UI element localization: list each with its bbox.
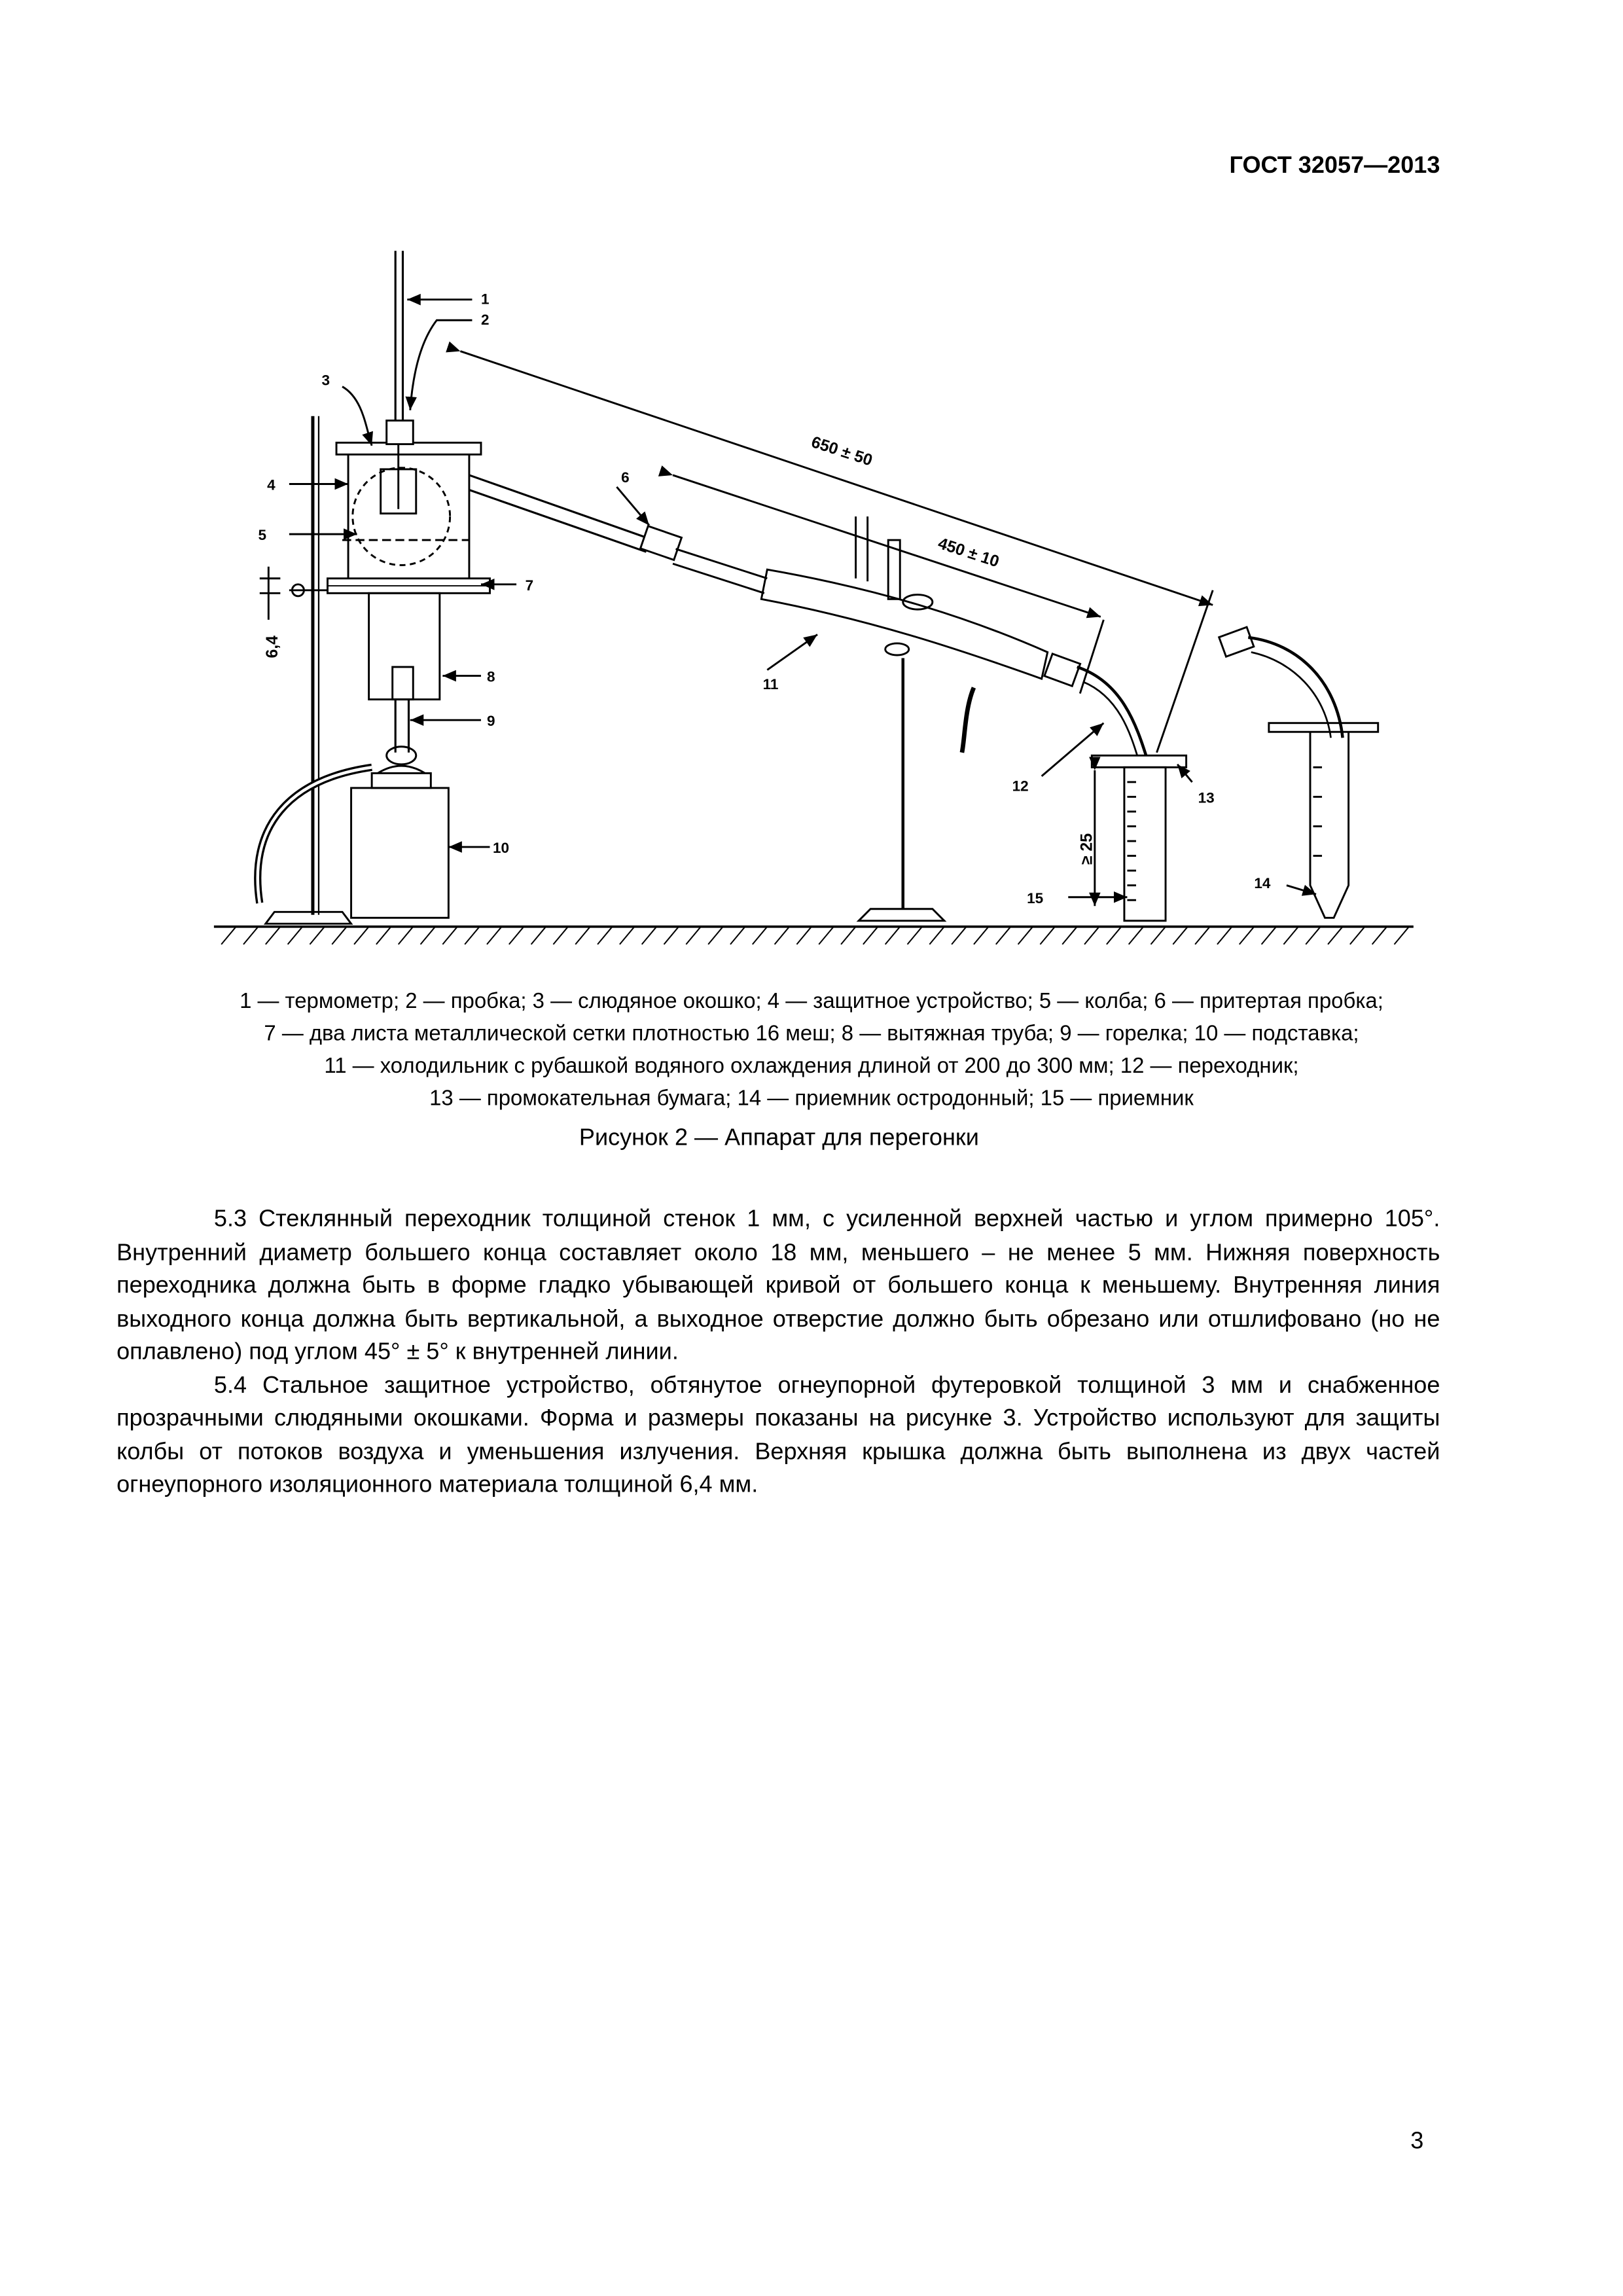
ground-line [214,927,1414,944]
callout-3: 3 [321,372,330,389]
callout-9: 9 [486,713,495,730]
callout-11: 11 [762,675,779,692]
distillation-apparatus-figure [207,236,1417,974]
dimension-vertical-gap: 6,4 [263,636,281,658]
legend-line: 11 — холодильник с рубашкой водяного охлаждения длиной от 200 до 300 мм; 12 — переходник; [324,1054,1299,1079]
figure-caption: Рисунок 2 — Аппарат для перегонки [579,1126,979,1151]
receiver-cylinder [1092,755,1186,921]
dimension-overall-length: 650 ± 50 [809,433,875,470]
callout-5: 5 [258,527,267,544]
legend-line: 13 — промокательная бумага; 14 — приемник остродонный; 15 — приемник [429,1087,1194,1111]
callout-10: 10 [493,840,510,857]
legend-line: 7 — два листа металлической сетки плотностью 16 меш; 8 — вытяжная труба; 9 — горелка; 10 — подставка; [264,1022,1359,1047]
page-number: 3 [1410,2129,1424,2155]
callout-13: 13 [1198,789,1215,806]
figure-legend [103,986,1520,1115]
callout-8: 8 [486,668,495,685]
receiver-conical [1219,627,1378,918]
body-text [116,1204,1440,1503]
callout-leaders [289,300,1316,897]
paragraph-5-3: 5.3 Стеклянный переходник толщиной стенок 1 мм, с усиленной верхней частью и углом примерно 105°. Внутренний диаметр большего конца составляет около 18 мм, меньшего – не менее 5 мм. Нижняя поверхность переходника должна быть в форме гладко убывающей кривой от большего конца к меньшему. Внутренняя линия выходного конца должна быть вертикальной, а выходное отверстие должно быть обрезано или отшлифовано (но не оплавлено) под углом 45° ± 5° к внутренней линии. [116,1207,1440,1365]
callout-12: 12 [1012,778,1029,795]
flask-shield [327,442,490,593]
callout-1: 1 [480,291,490,308]
paragraph-5-4: 5.4 Стальное защитное устройство, обтянутое огнеупорной футеровкой толщиной 3 мм и снабженное прозрачными слюдяными окошками. Форма и размеры показаны на рисунке 3. Устройство используют для защиты колбы от потоков воздуха и уменьшения излучения. Верхняя крышка должна быть выполнена из двух частей огнеупорного изоляционного материала толщиной 6,4 мм. [116,1372,1440,1498]
document-id: ГОСТ 32057—2013 [1229,153,1440,179]
callout-2: 2 [480,311,490,328]
callout-6: 6 [621,469,630,486]
dimension-condenser-length: 450 ± 10 [935,534,1001,571]
callout-14: 14 [1254,875,1271,892]
legend-line: 1 — термометр; 2 — пробка; 3 — слюдяное окошко; 4 — защитное устройство; 5 — колба; 6 — притертая пробка; [240,990,1383,1014]
dimension-drop-height: ≥ 25 [1078,833,1096,865]
callout-7: 7 [525,577,534,594]
condenser-assembly [469,475,1148,761]
chimney-burner-base [258,593,449,918]
callout-4: 4 [267,476,276,493]
condenser-stand [859,658,944,921]
thermometer [387,251,414,509]
callout-15: 15 [1027,889,1044,906]
